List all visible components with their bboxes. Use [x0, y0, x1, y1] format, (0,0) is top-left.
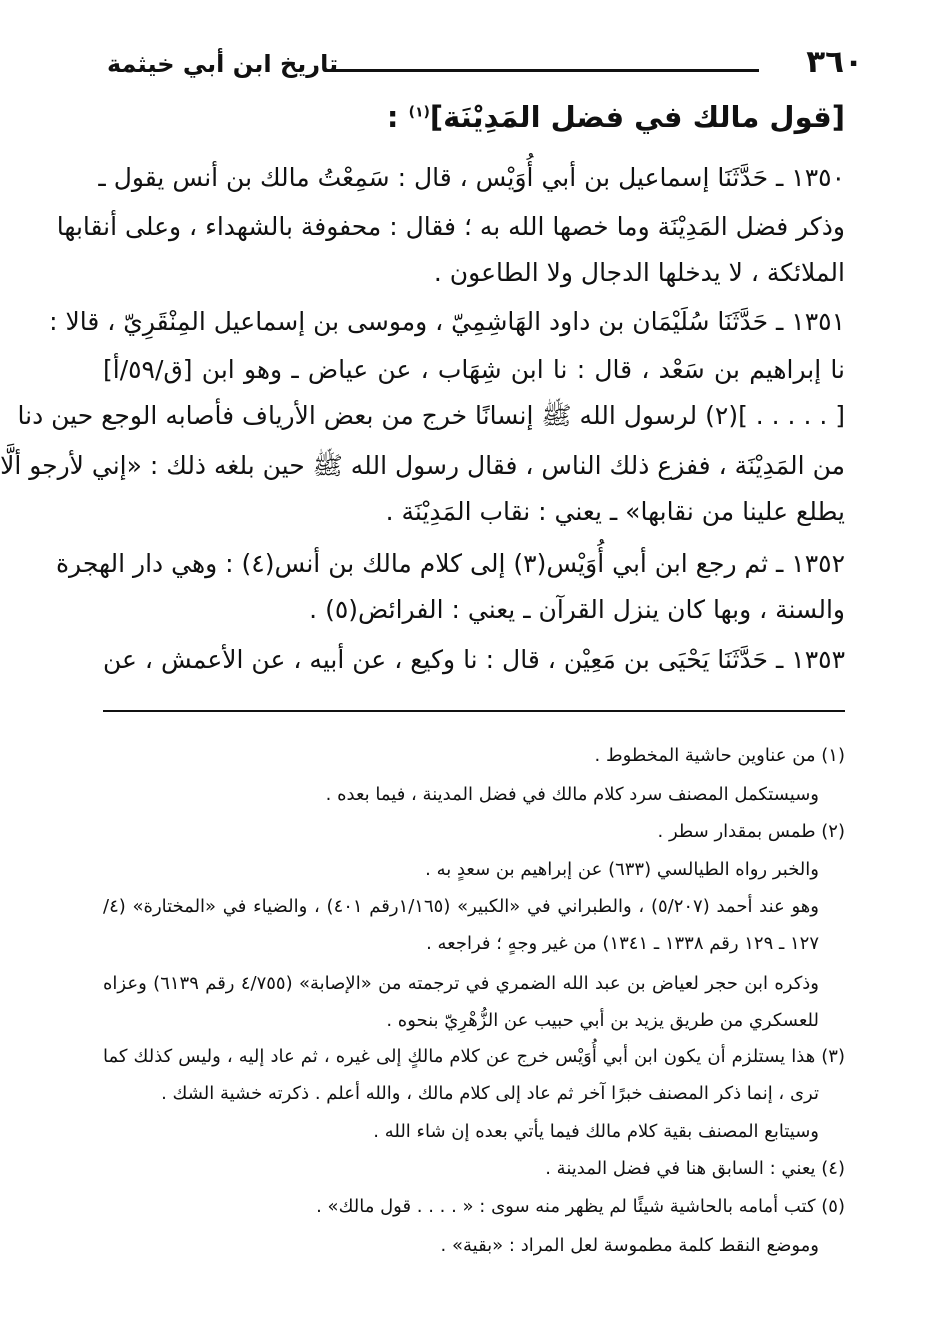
footnote-line: ترى ، إنما ذكر المصنف خبرًا آخر ثم عاد إلى كلام مالك ، والله أعلم . ذكرته خشية الشك .: [161, 1083, 819, 1104]
footnote-line: والخبر رواه الطيالسي (٦٣٣) عن إبراهيم بن سعدٍ به .: [425, 859, 819, 880]
body-line: ١٣٥٠ ـ حَدَّثَنَا إسماعيل بن أبي أُوَيْس ، قال : سَمِعْتُ مالك بن أنس يقول ـ: [98, 163, 845, 192]
body-line: والسنة ، وبها كان ينزل القرآن ـ يعني : الفرائض(٥) .: [309, 595, 845, 624]
header-rule: [333, 69, 759, 72]
body-line: الملائكة ، لا يدخلها الدجال ولا الطاعون .: [433, 258, 845, 287]
body-line: نا إبراهيم بن سَعْد ، قال : نا ابن شِهَاب ، عن عياض ـ وهو ابن [ق/٥٩/أ]: [103, 355, 845, 384]
footnote-line: وسيتابع المصنف بقية كلام مالك فيما يأتي بعده إن شاء الله .: [373, 1121, 819, 1142]
footnote-line: وذكره ابن حجر لعياض بن عبد الله الضمري في ترجمته من «الإصابة» (٤/٧٥٥ رقم ٦١٣٩) وعزاه: [103, 973, 819, 994]
body-line: ١٣٥٣ ـ حَدَّثَنَا يَحْيَى بن مَعِيْن ، قال : نا وكيع ، عن أبيه ، عن الأعمش ، عن: [103, 645, 845, 674]
footnote-line: وهو عند أحمد (٥/٢٠٧) ، والطبراني في «الكبير» (١/١٦٥رقم ٤٠١) ، والضياء في «المختارة» (٤/: [103, 896, 819, 917]
body-line: ١٣٥١ ـ حَدَّثَنَا سُلَيْمَان بن داود الهَاشِمِيّ ، وموسى بن إسماعيل المِنْقَرِيّ ، قالا :: [49, 307, 845, 336]
footnote-line: وسيستكمل المصنف سرد كلام مالك في فضل المدينة ، فيما بعده .: [325, 784, 819, 805]
heading-colon: :: [386, 100, 399, 134]
body-line: ١٣٥٢ ـ ثم رجع ابن أبي أُوَيْس(٣) إلى كلام مالك بن أنس(٤) : وهي دار الهجرة: [55, 549, 845, 578]
footnote-rule: [103, 710, 845, 712]
footnote-line: (٤) يعني : السابق هنا في فضل المدينة .: [545, 1158, 845, 1179]
body-line: وذكر فضل المَدِيْنَة وما خصها الله به ؛ فقال : محفوفة بالشهداء ، وعلى أنقابها: [56, 212, 845, 241]
footnote-line: وموضع النقط كلمة مطموسة لعل المراد : «بقية» .: [440, 1235, 819, 1256]
book-title: تاريخ ابن أبي خيثمة: [107, 50, 339, 78]
footnote-line: (١) من عناوين حاشية المخطوط .: [594, 745, 845, 766]
footnote-line: (٢) طمس بمقدار سطر .: [657, 821, 845, 842]
footnote-line: (٣) هذا يستلزم أن يكون ابن أبي أُوَيْس خرج عن كلام مالكٍ إلى غيره ، ثم عاد إليه ، وليس كذلك كما: [103, 1046, 845, 1067]
footnote-line: (٥) كتب أمامه بالحاشية شيئًا لم يظهر منه سوى : « . . . . قول مالك» .: [316, 1196, 845, 1217]
section-heading: [387, 100, 845, 134]
body-line: من المَدِيْنَة ، ففزع ذلك الناس ، فقال رسول الله ﷺ حين بلغه ذلك : «إني لأرجو ألَّا: [0, 451, 845, 480]
body-line: [ . . . . . ](٢) لرسول الله ﷺ إنسانًا خرج من بعض الأرياف فأصابه الوجع حين دنا: [17, 401, 845, 430]
footnote-line: ١٢٧ ـ ١٢٩ رقم ١٣٣٨ ـ ١٣٤١) من غير وجهٍ ؛ فراجعه .: [426, 933, 819, 954]
footnote-line: للعسكري من طريق يزيد بن أبي حبيب عن الزُّهْرِيّ بنحوه .: [386, 1010, 819, 1031]
heading-note-ref: (١): [408, 104, 430, 121]
body-line: يطلع علينا من نقابها» ـ يعني : نقاب المَدِيْنَة .: [385, 497, 845, 526]
section-heading-text: [قول مالك في فضل المَدِيْنَة]: [429, 100, 845, 134]
page-number: ٣٦٠: [806, 44, 863, 80]
